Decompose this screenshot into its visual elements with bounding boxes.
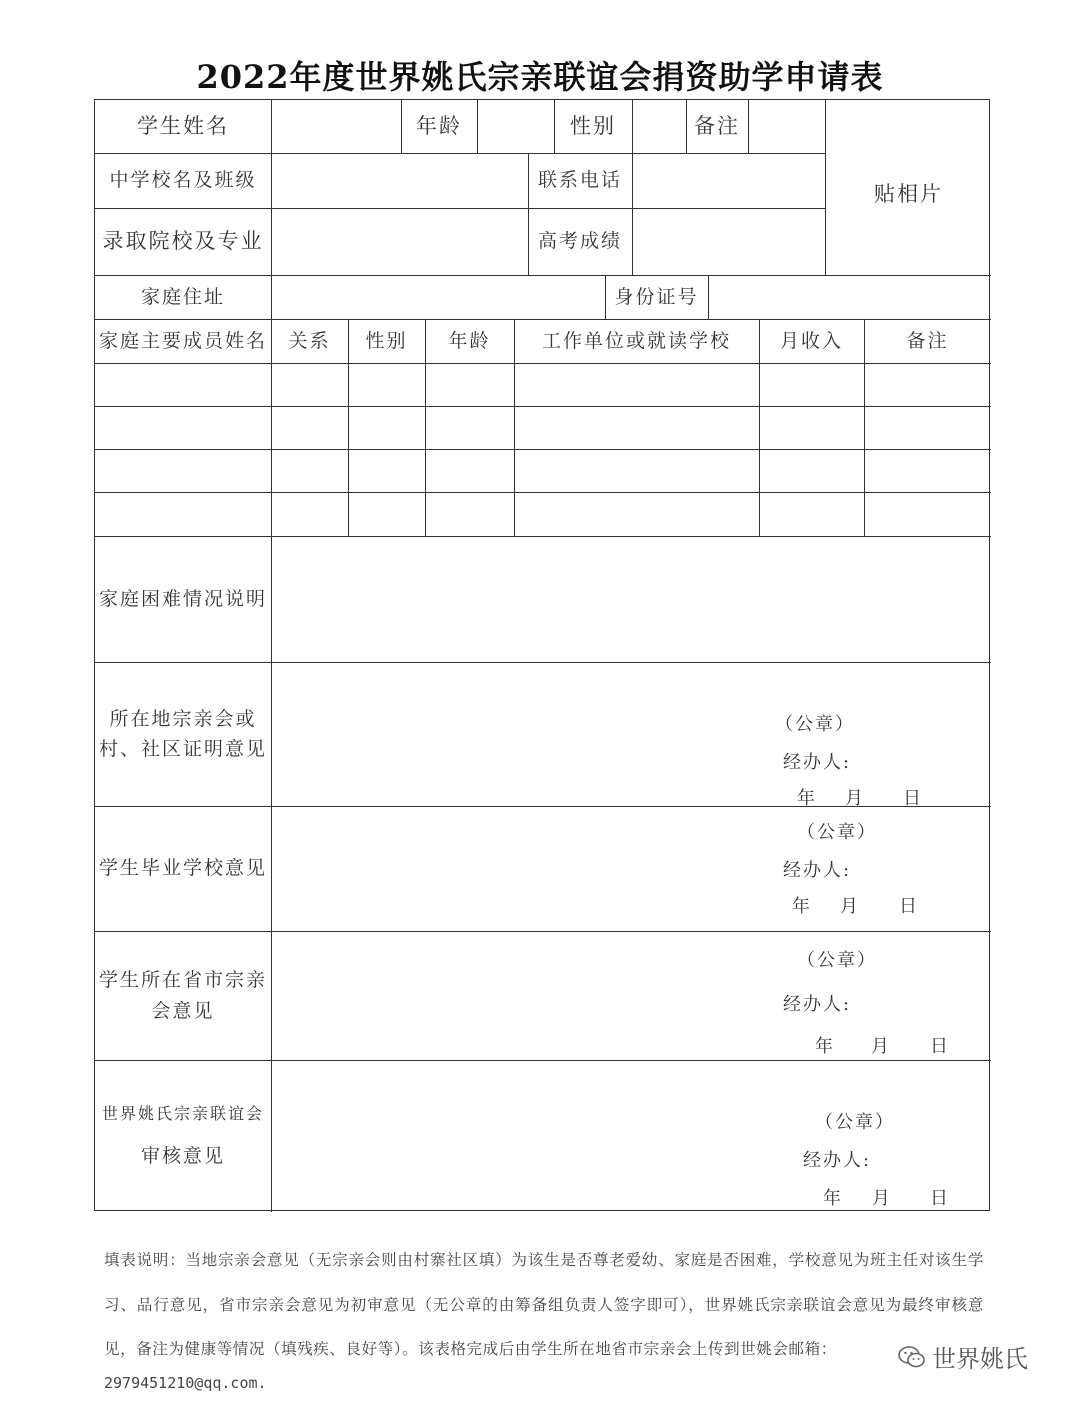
handler-text: 经办人: (783, 860, 852, 881)
seal-text: （公章） (797, 822, 877, 843)
local-opinion-label: 所在地宗亲会或村、社区证明意见 (99, 707, 268, 760)
admitted-school-field[interactable] (272, 208, 528, 275)
date-year: 年 (792, 896, 812, 917)
family-header-income: 月收入 (779, 329, 843, 352)
phone-field[interactable] (633, 153, 825, 208)
date-year: 年 (797, 788, 817, 809)
date-day: 日 (930, 1188, 950, 1209)
seal-text: （公章） (775, 714, 855, 735)
age-label: 年龄 (416, 113, 462, 138)
date-year: 年 (815, 1036, 835, 1057)
handler-text: 经办人: (783, 994, 852, 1015)
world-assoc-review: 审核意见 (140, 1144, 225, 1167)
wechat-icon (898, 1346, 926, 1368)
provincial-opinion-label: 学生所在省市宗亲会意见 (99, 969, 268, 1022)
date-month: 月 (840, 896, 860, 917)
family-member-row[interactable] (95, 363, 991, 406)
handler-text: 经办人: (783, 752, 852, 773)
seal-text: （公章） (797, 950, 877, 971)
family-header-remark: 备注 (906, 329, 949, 352)
date-month: 月 (871, 1036, 891, 1057)
school-opinion-field[interactable] (272, 806, 991, 931)
photo-placeholder[interactable]: 贴相片 (874, 182, 943, 207)
student-name-field[interactable] (272, 100, 401, 153)
remark-label: 备注 (694, 113, 740, 138)
school-class-field[interactable] (272, 153, 528, 208)
page-title: 2022年度世界姚氏宗亲联谊会捐资助学申请表 (196, 58, 884, 96)
hardship-field[interactable] (272, 536, 991, 662)
local-opinion-field[interactable] (272, 662, 991, 806)
id-number-field[interactable] (709, 275, 991, 319)
gender-label: 性别 (570, 113, 616, 138)
watermark-text: 世界姚氏 (932, 1345, 1028, 1373)
hardship-label: 家庭困难情况说明 (98, 587, 267, 610)
date-day: 日 (903, 788, 923, 809)
seal-text: （公章） (815, 1112, 895, 1133)
date-year: 年 (823, 1188, 843, 1209)
admitted-school-label: 录取院校及专业 (102, 228, 264, 253)
family-member-row[interactable] (95, 406, 991, 449)
school-class-label: 中学校名及班级 (109, 169, 257, 192)
gender-field[interactable] (633, 100, 686, 153)
id-number-label: 身份证号 (614, 285, 699, 308)
watermark (898, 1339, 1028, 1374)
family-member-row[interactable] (95, 449, 991, 492)
remark-field[interactable] (749, 100, 825, 153)
date-month: 月 (872, 1188, 892, 1209)
home-address-field[interactable] (272, 275, 605, 319)
date-month: 月 (845, 788, 865, 809)
exam-score-label: 高考成绩 (537, 230, 622, 253)
family-header-gender: 性别 (365, 329, 408, 352)
world-assoc-label-group (95, 1060, 271, 1212)
date-day: 日 (930, 1036, 950, 1057)
family-header-workplace: 工作单位或就读学校 (541, 329, 731, 352)
home-address-label: 家庭住址 (140, 285, 225, 308)
family-member-row[interactable] (95, 492, 991, 536)
phone-label: 联系电话 (537, 169, 622, 192)
handler-text: 经办人: (803, 1150, 872, 1171)
student-name-label: 学生姓名 (137, 113, 229, 138)
application-form (94, 99, 990, 1211)
family-header-name: 家庭主要成员姓名 (98, 329, 267, 352)
family-header-age: 年龄 (448, 329, 491, 352)
family-header-relation: 关系 (288, 329, 331, 352)
world-assoc-name: 世界姚氏宗亲联谊会 (101, 1104, 264, 1123)
exam-score-field[interactable] (633, 208, 825, 275)
school-opinion-label: 学生毕业学校意见 (98, 857, 267, 880)
fill-instructions: 填表说明：当地宗亲会意见（无宗亲会则由村寨社区填）为该生是否尊老爱幼、家庭是否困难，学校意见为班主任对该生学习、品行意见，省市宗亲会意见为初审意见（无公章的由筹备组负责人签字即可），世界姚氏宗亲联谊会意见为最终审核意见，备注为健康等情况（填残疾、良好等）。该表格完成后由学生所在地省市宗亲会上传到世姚会邮箱： (104, 1251, 984, 1358)
date-day: 日 (899, 896, 919, 917)
submission-email: 2979451210@qq.com. (104, 1374, 267, 1392)
age-field[interactable] (478, 100, 554, 153)
